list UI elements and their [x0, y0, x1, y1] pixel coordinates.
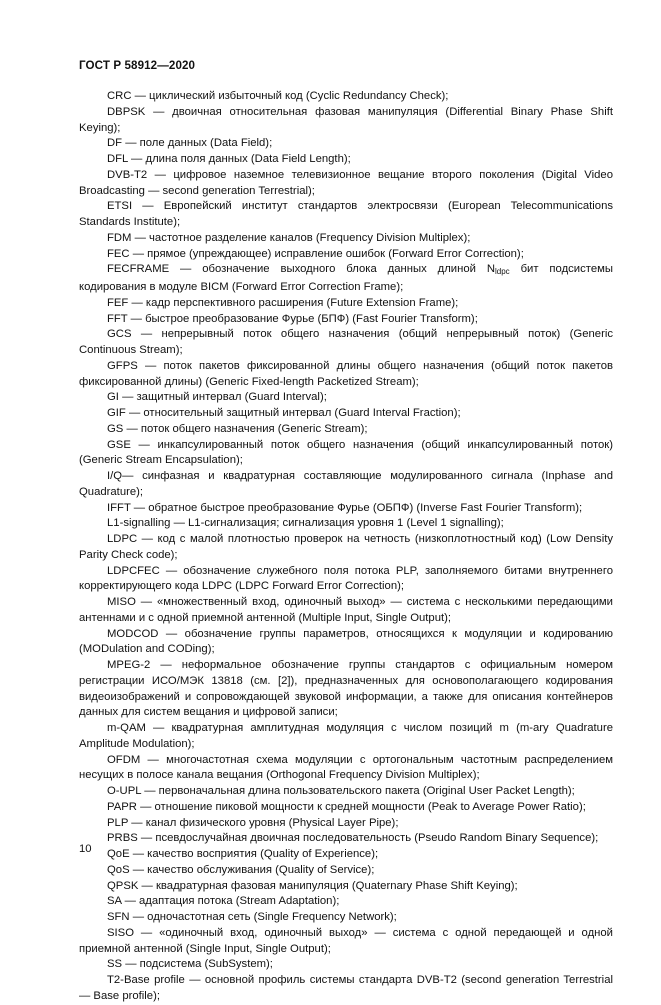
page-number: 10	[79, 843, 92, 855]
entry-t2-base-profile: T2-Base profile — основной профиль системы стандарта DVB-T2 (second generation Terrestrial — Base profile);	[79, 974, 613, 1002]
entry-iq: I/Q— синфазная и квадратурная составляющие модулированного сигнала (Inphase and Quadrature);	[79, 470, 613, 498]
entry-mpeg-2: MPEG-2 — неформальное обозначение группы стандартов с официальным номером регистрации ИСО/МЭК 13818 (см. [2]), предназначенных для основополагающего кодирования видеоизображений и сопровождающей звуковой информации, а также для описания контейнеров данных для систем вещания и цифровой записи;	[79, 659, 613, 719]
entry-sa: SA — адаптация потока (Stream Adaptation);	[107, 895, 340, 908]
abbreviation-list	[79, 89, 613, 1005]
entry-papr: PAPR — отношение пиковой мощности к средней мощности (Peak to Average Power Ratio);	[107, 800, 586, 813]
entry-ldpcfec: LDPCFEC — обозначение служебного поля потока PLP, заполняемого битами внутреннего корректирующего кода LDPC (LDPC Forward Error Correction);	[79, 564, 613, 593]
entry-dvb-t2: DVB-T2 — цифровое наземное телевизионное вещание второго поколения (Digital Video Broadcasting — second generation Terrestrial);	[79, 168, 613, 197]
entry-etsi: ETSI — Европейский институт стандартов электросвязи (European Telecommunications Standards Institute);	[79, 200, 613, 228]
document-header: ГОСТ Р 58912—2020	[79, 59, 196, 72]
entry-qoe: QoE — качество восприятия (Quality of Experience);	[107, 848, 379, 860]
entry-sfn: SFN — одночастотная сеть (Single Frequency Network);	[107, 911, 397, 923]
entry-prbs: PRBS — псевдослучайная двоичная последовательность (Pseudo Random Binary Sequence);	[107, 832, 599, 845]
entry-modcod: MODCOD — обозначение группы параметров, относящихся к модуляции и кодированию (MODulation and CODing);	[79, 627, 613, 656]
entry-gi: GI — защитный интервал (Guard Interval);	[107, 391, 327, 404]
entry-miso: MISO — «множественный вход, одиночный выход» — система с несколькими передающими антеннами и с одной приемной антенной (Multiple Input, Single Output);	[79, 596, 613, 624]
entry-gcs: GCS — непрерывный поток общего назначения (общий непрерывный поток) (Generic Continuous Stream);	[79, 328, 613, 356]
entry-ldpc: LDPC — код с малой плотностью проверок на четность (низкоплотностный код) (Low Density Parity Check code);	[79, 533, 613, 561]
entry-l1-signalling: L1-signalling — L1-сигнализация; сигнализация уровня 1 (Level 1 signalling);	[107, 517, 504, 530]
entry-gif: GIF — относительный защитный интервал (Guard Interval Fraction);	[107, 407, 461, 419]
entry-gse: GSE — инкапсулированный поток общего назначения (общий инкапсулированный поток) (Generic Stream Encapsulation);	[79, 438, 613, 467]
entry-qos: QoS — качество обслуживания (Quality of Service);	[107, 863, 375, 876]
entry-ifft: IFFT — обратное быстрое преобразование Фурье (ОБПФ) (Inverse Fast Fourier Transform);	[107, 501, 583, 514]
entry-qpsk: QPSK — квадратурная фазовая манипуляция (Quaternary Phase Shift Keying);	[107, 879, 518, 892]
entry-fecframe-before: FECFRAME — обозначение выходного блока данных длиной N	[107, 263, 495, 276]
entry-df: DF — поле данных (Data Field);	[107, 137, 273, 150]
entry-fft: FFT — быстрое преобразование Фурье (БПФ) (Fast Fourier Transform);	[107, 312, 478, 325]
entry-gs: GS — поток общего назначения (Generic Stream);	[107, 422, 368, 435]
entry-o-upl: O-UPL — первоначальная длина пользовательского пакета (Original User Packet Length);	[107, 785, 575, 797]
entry-ss: SS — подсистема (SubSystem);	[107, 958, 273, 971]
entry-fecframe-subscript: ldpc	[495, 267, 510, 277]
entry-crc: CRC — циклический избыточный код (Cyclic Redundancy Check);	[107, 90, 449, 102]
entry-fdm: FDM — частотное разделение каналов (Frequency Division Multiplex);	[107, 231, 471, 244]
entry-fecframe	[79, 262, 613, 296]
entry-fef: FEF — кадр перспективного расширения (Future Extension Frame);	[107, 296, 459, 309]
entry-fec: FEC — прямое (упреждающее) исправление ошибок (Forward Error Correction);	[107, 247, 524, 260]
entry-m-qam: m-QAM — квадратурная амплитудная модуляция с числом позиций m (m-ary Quadrature Amplitude Modulation);	[79, 722, 613, 750]
entry-siso: SISO — «одиночный вход, одиночный выход» — система с одной передающей и одной приемной антенной (Single Input, Single Output);	[79, 926, 613, 955]
entry-gfps: GFPS — поток пакетов фиксированной длины общего назначения (общий поток пакетов фиксированной длины) (Generic Fixed-length Packetized Stream);	[79, 359, 613, 388]
entry-ofdm: OFDM — многочастотная схема модуляции с ортогональным частотным распределением несущих в полосе канала вещания (Orthogonal Frequency Division Multiplex);	[79, 753, 613, 782]
entry-plp: PLP — канал физического уровня (Physical Layer Pipe);	[107, 816, 399, 829]
entry-dfl: DFL — длина поля данных (Data Field Length);	[107, 153, 351, 165]
entry-dbpsk: DBPSK — двоичная относительная фазовая манипуляция (Differential Binary Phase Shift Keying);	[79, 105, 613, 134]
entry-fecframe-after: бит подсистемы кодирования в модуле BICM (Forward Error Correction Frame);	[79, 263, 613, 293]
